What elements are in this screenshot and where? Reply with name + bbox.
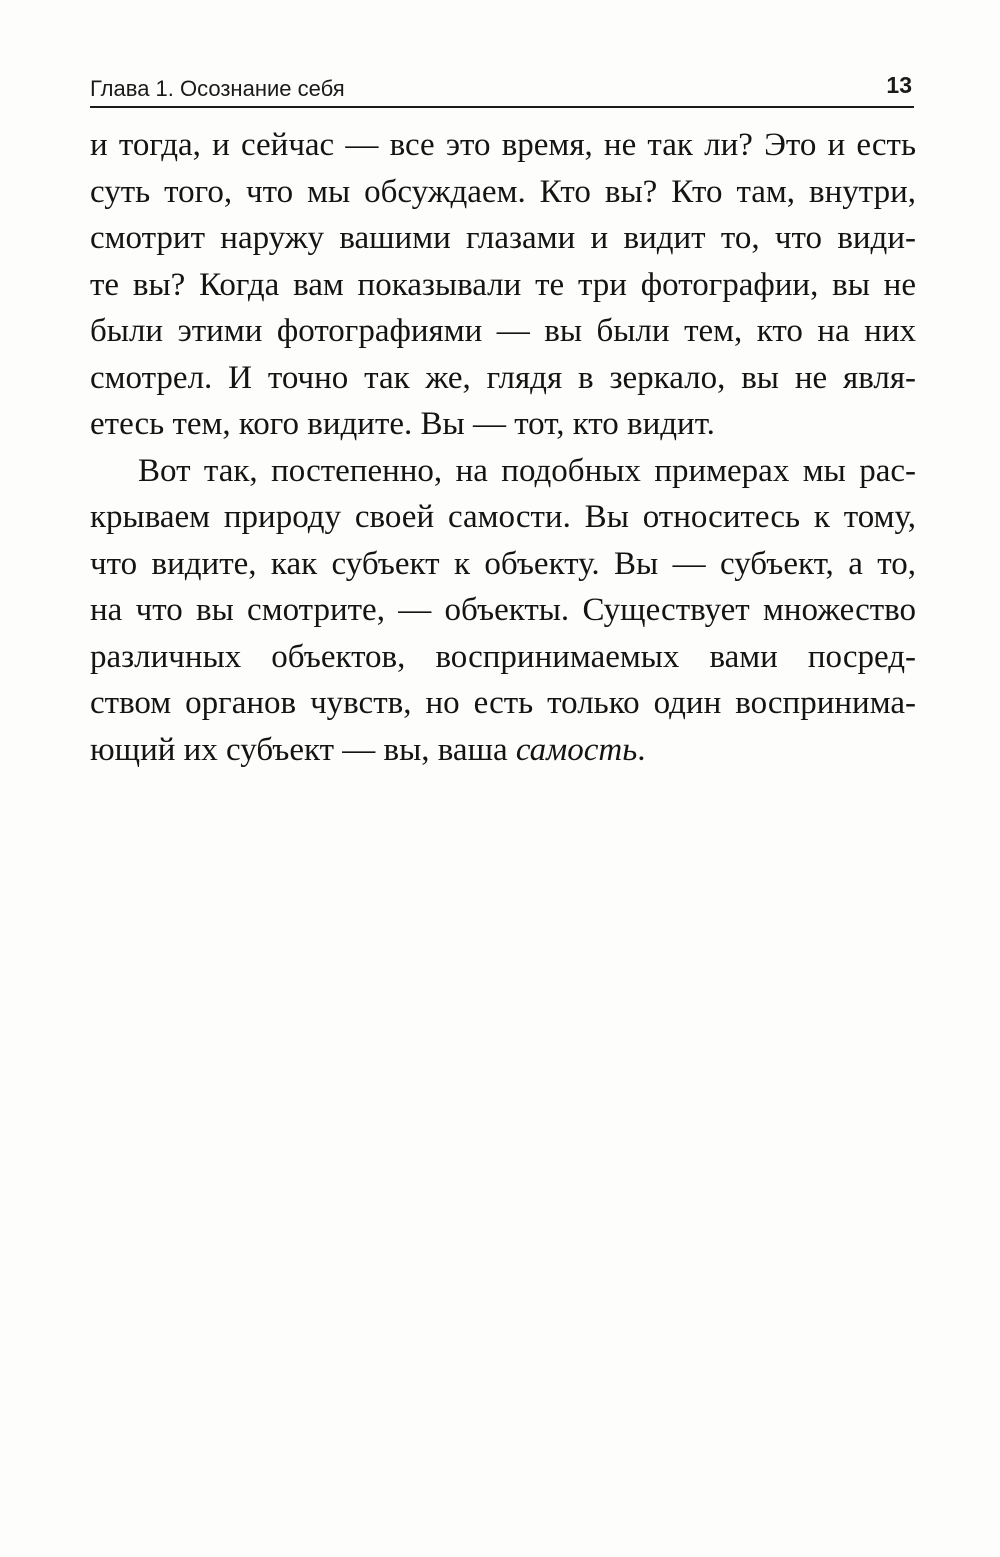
text-line: и тогда, и сейчас — все это время, не так ли? Это и есть: [90, 127, 916, 163]
text-line: етесь тем, кого видите. Вы — тот, кто видит.: [90, 406, 715, 442]
italic-term: самость: [515, 731, 638, 768]
text-line-last: [90, 727, 916, 774]
text-line: различных объектов, воспринимаемых вами посред-: [90, 638, 916, 675]
text-line: ством органов чувств, но есть только один воспринима-: [90, 685, 916, 721]
text-line: смотрит наружу вашими глазами и видит то, что види-: [90, 220, 916, 256]
text-line: Вот так, постепенно, на подобных примерах мы рас-: [138, 452, 916, 489]
text-line: суть того, что мы обсуждаем. Кто вы? Кто там, внутри,: [90, 173, 916, 210]
paragraph-2: [90, 448, 916, 774]
text-line: на что вы смотрите, — объекты. Существует множество: [90, 592, 916, 628]
text-line: те вы? Когда вам показывали те три фотографии, вы не: [90, 266, 916, 303]
text-line: крываем природу своей самости. Вы относитесь к тому,: [90, 499, 916, 535]
text-segment: ющий их субъект — вы, ваша: [90, 731, 516, 768]
paragraph-1: [90, 122, 916, 448]
body-text: [90, 122, 916, 773]
running-header: [90, 72, 914, 108]
text-line: были этими фотографиями — вы были тем, кто на них: [90, 313, 916, 349]
text-line: что видите, как субъект к объекту. Вы — субъект, а то,: [90, 545, 916, 582]
page-number: 13: [886, 72, 912, 98]
text-line: смотрел. И точно так же, глядя в зеркало, вы не явля-: [90, 359, 916, 396]
chapter-title: Глава 1. Осознание себя: [90, 76, 345, 101]
text-segment: .: [637, 731, 646, 768]
